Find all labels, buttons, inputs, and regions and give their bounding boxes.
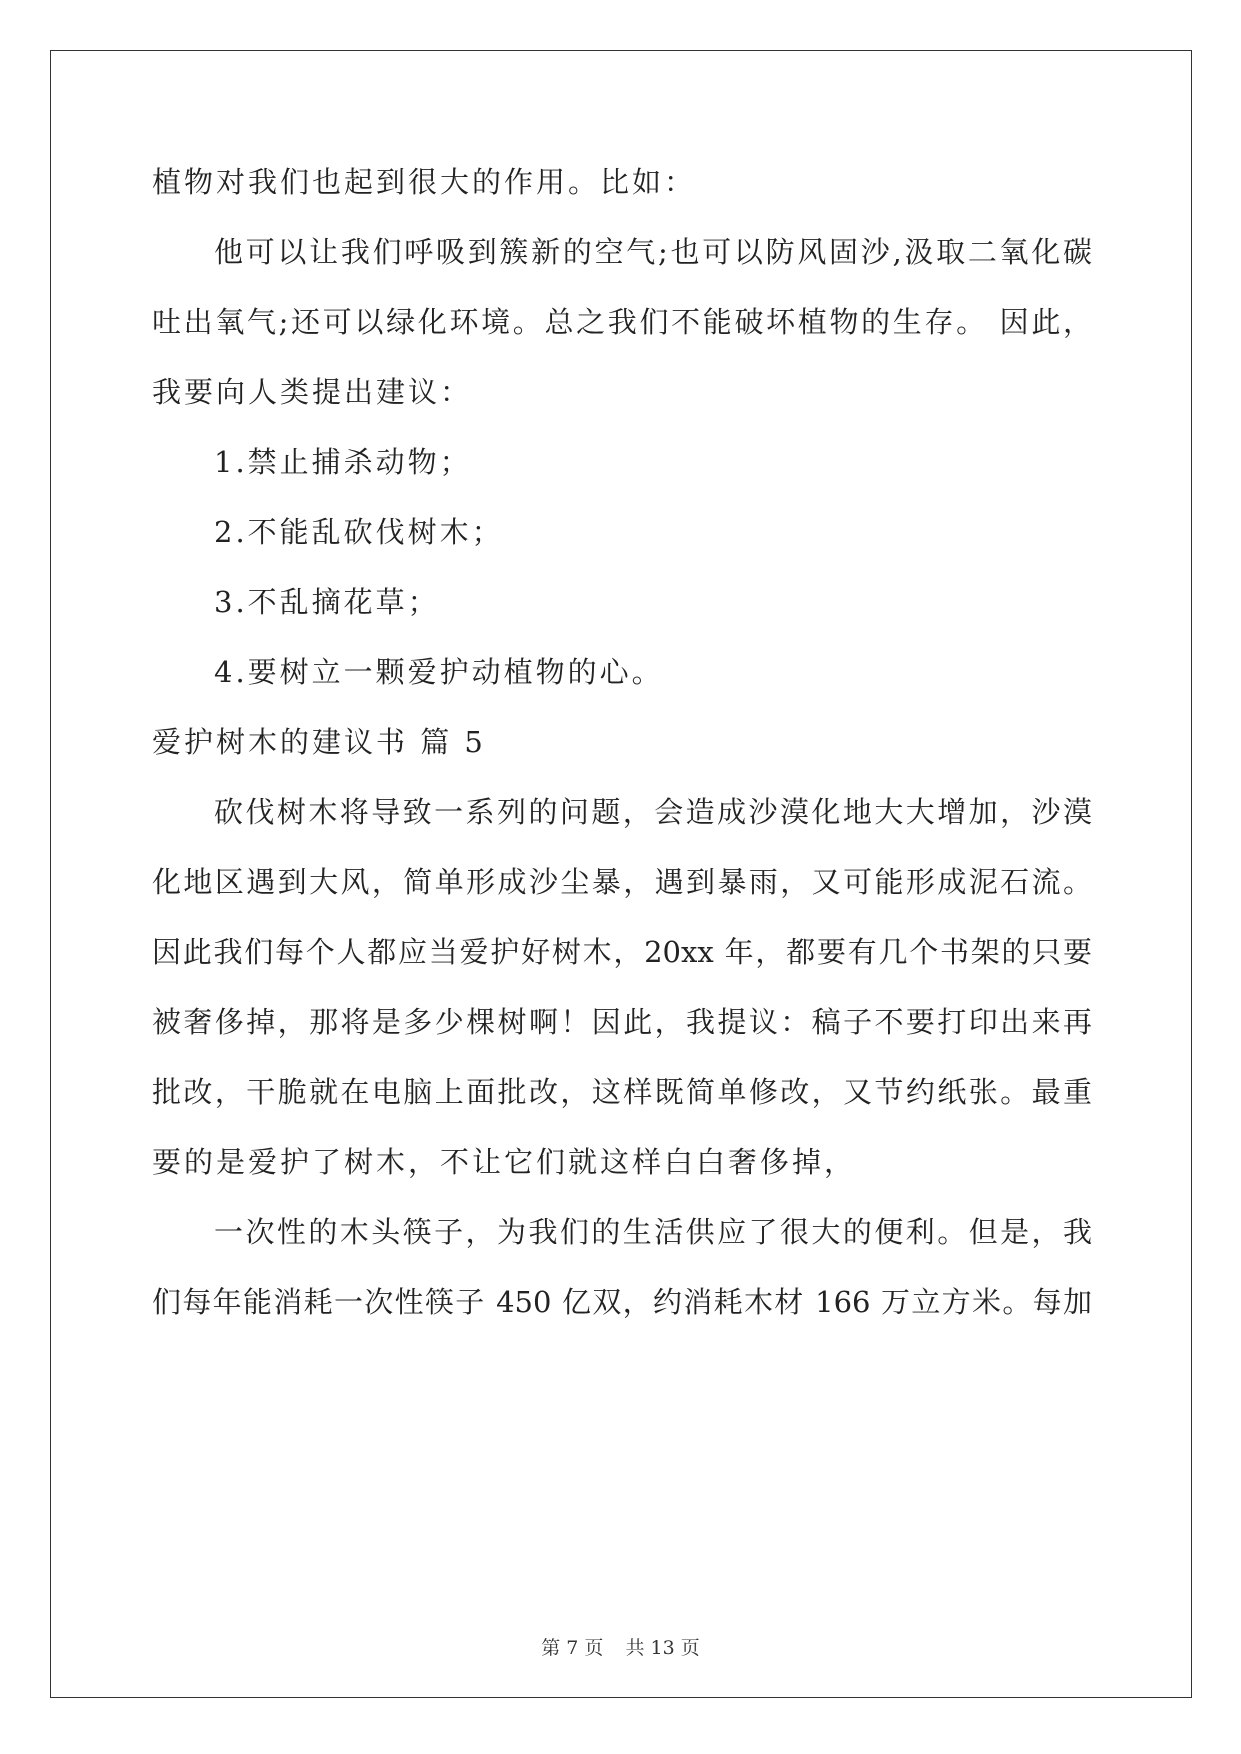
list-item: 3.不乱摘花草； [214,585,440,619]
paragraph-line: 化地区遇到大风，简单形成沙尘暴，遇到暴雨，又可能形成泥石流。 [152,865,1092,899]
page-number: 第 7 页 [541,1637,604,1659]
paragraph-line: 植物对我们也起到很大的作用。比如： [152,165,697,199]
paragraph-line: 一次性的木头筷子，为我们的生活供应了很大的便利。但是，我 [214,1215,1092,1249]
page-total: 共 13 页 [625,1637,700,1659]
paragraph-line: 批改，干脆就在电脑上面批改，这样既简单修改，又节约纸张。最重 [152,1075,1092,1109]
list-item: 2.不能乱砍伐树木； [214,515,504,549]
paragraph-line: 被奢侈掉，那将是多少棵树啊！因此，我提议：稿子不要打印出来再 [152,1005,1092,1039]
list-item: 4.要树立一颗爱护动植物的心。 [214,655,664,689]
section-heading: 爱护树木的建议书 篇 5 [152,725,486,759]
paragraph-line: 要的是爱护了树木，不让它们就这样白白奢侈掉， [152,1145,857,1179]
paragraph-line: 因此我们每个人都应当爱护好树木，20xx 年，都要有几个书架的只要 [152,935,1092,969]
paragraph-line: 他可以让我们呼吸到簇新的空气;也可以防风固沙,汲取二氧化碳 [214,235,1092,269]
page-footer [0,1633,1241,1660]
paragraph-line: 我要向人类提出建议： [152,375,473,409]
paragraph-line: 们每年能消耗一次性筷子 450 亿双，约消耗木材 166 万立方米。每加 [152,1285,1092,1319]
list-item: 1.禁止捕杀动物； [214,445,472,479]
paragraph-line: 吐出氧气;还可以绿化环境。总之我们不能破坏植物的生存。 因此， [152,305,1092,339]
paragraph-line: 砍伐树木将导致一系列的问题，会造成沙漠化地大大增加，沙漠 [214,795,1092,829]
